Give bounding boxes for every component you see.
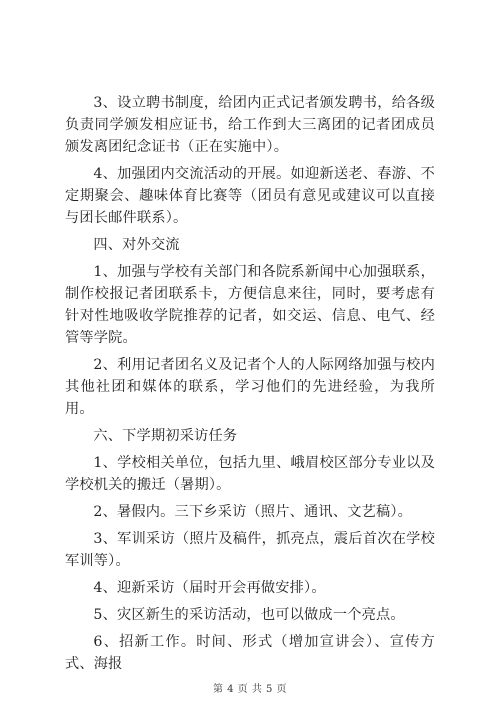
- page-number-footer: 第 4 页 共 5 页: [212, 684, 288, 695]
- paragraph-task-6-recruitment: 6、招新工作。时间、形式（增加宣讲会）、宣传方式、海报: [65, 634, 435, 672]
- paragraph-item-3-certificates: 3、设立聘书制度，给团内正式记者颁发聘书，给各级负责同学颁发相应证书，给工作到大三离团的记者团成员颁发离团纪念证书（正在实施中）。: [65, 95, 435, 155]
- paragraph-task-2-summer: 2、暑假内。三下乡采访（照片、通讯、文艺稿）。: [93, 504, 413, 520]
- paragraph-item-2-network: 2、利用记者团名义及记者个人的人际网络加强与校内其他社团和媒体的联系，学习他们的先进经验，为我所用。: [65, 357, 435, 417]
- paragraph-item-4-internal-activities: 4、加强团内交流活动的开展。如迎新送老、春游、不定期聚会、趣味体育比赛等（团员有意见或建议可以直接与团长邮件联系）。: [65, 166, 435, 226]
- document-body: [65, 92, 435, 680]
- section-heading-interview-tasks: 六、下学期初采访任务: [93, 428, 238, 444]
- section-heading-external-exchange: 四、对外交流: [93, 237, 180, 253]
- paragraph-task-3-military-training: 3、军训采访（照片及稿件，抓亮点，震后首次在学校军训等）。: [65, 531, 435, 569]
- paragraph-item-1-school-contact: 1、加强与学校有关部门和各院系新闻中心加强联系，制作校报记者团联系卡，方便信息来往，同时，要考虑有针对性地吸收学院推荐的记者，如交运、信息、电气、经管等学院。: [65, 264, 435, 346]
- paragraph-task-4-freshmen: 4、迎新采访（届时开会再做安排）。: [93, 580, 326, 596]
- paragraph-task-1-relocation: 1、学校相关单位，包括九里、峨眉校区部分专业以及学校机关的搬迁（暑期）。: [65, 455, 435, 493]
- paragraph-task-5-disaster-students: 5、灾区新生的采访活动，也可以做成一个亮点。: [93, 607, 405, 623]
